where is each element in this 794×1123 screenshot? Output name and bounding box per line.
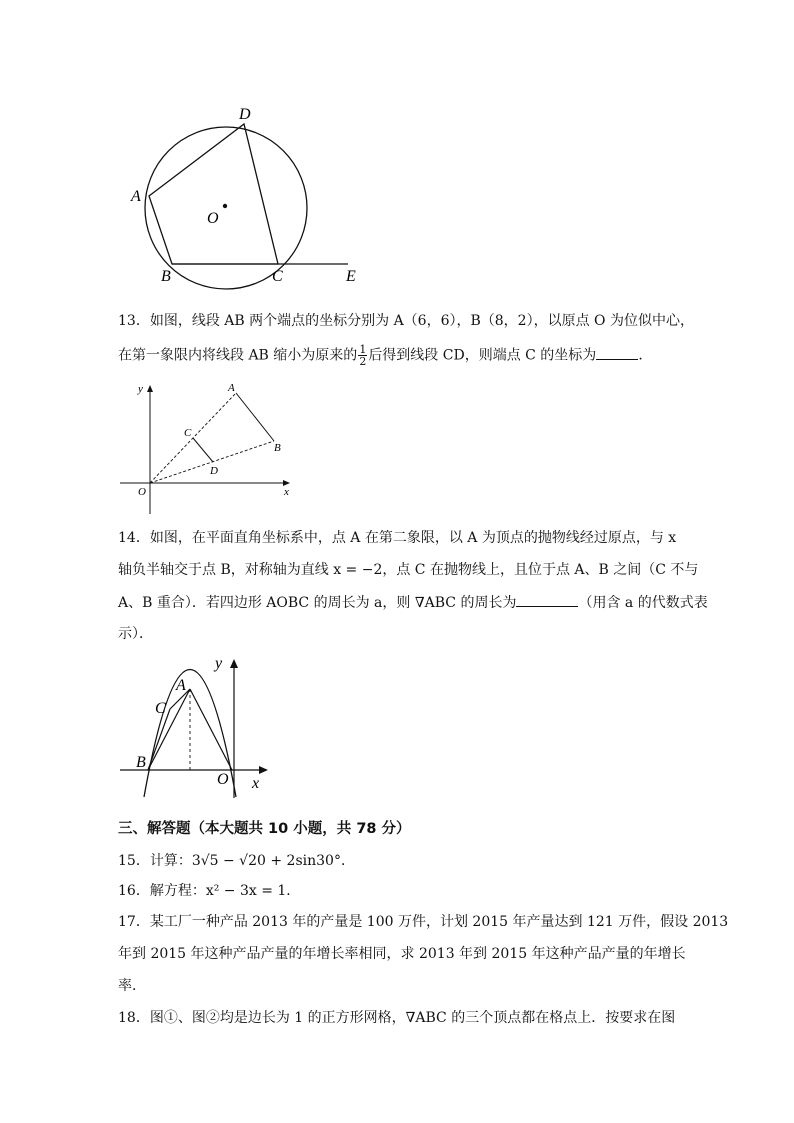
q14-line-2 — [118, 560, 698, 580]
q13-line-1 — [118, 311, 694, 331]
x-axis-arrow — [259, 766, 268, 774]
label-o: O — [138, 486, 146, 498]
label-x: x — [284, 486, 289, 498]
q13-text-2-pre: 在第一象限内将线段 AB 缩小为原来的 — [118, 347, 358, 364]
q17-line-1 — [118, 912, 728, 932]
parabola-figure — [118, 652, 278, 800]
q17-line-2 — [118, 944, 686, 964]
q17-text-3: 率． — [118, 978, 146, 994]
label-b: B — [161, 268, 171, 285]
q15-text: 15．计算：3√5 − √20 + 2sin30°． — [118, 853, 355, 869]
section-heading-text: 三、解答题（本大题共 10 小题，共 78 分） — [118, 821, 411, 837]
q17-text-2: 年到 2015 年这种产品产量的年增长率相同，求 2013 年到 2015 年这种产品产量的年增长 — [118, 946, 686, 962]
q16-line — [118, 881, 300, 901]
label-o: O — [217, 771, 229, 788]
y-axis-arrow — [147, 385, 153, 392]
q13-text-2-end: ． — [638, 347, 653, 364]
q18-text-1: 18．图①、图②均是边长为 1 的正方形网格，∇ABC 的三个顶点都在格点上．按要求在图 — [118, 1010, 676, 1026]
section-heading — [118, 819, 411, 839]
q13-text-1: 13．如图，线段 AB 两个端点的坐标分别为 A（6，6），B（8，2），以原点 O 为位似中心， — [118, 313, 694, 329]
circle-quadrilateral-figure — [120, 100, 380, 290]
q14-line-1 — [118, 528, 676, 548]
label-b: B — [136, 754, 146, 771]
label-x: x — [252, 775, 260, 792]
label-y: y — [138, 383, 143, 395]
q15-line — [118, 851, 355, 871]
q13-line-2 — [118, 344, 652, 367]
label-c: C — [155, 700, 166, 717]
label-c: C — [184, 427, 192, 439]
segment-ab — [236, 393, 274, 441]
label-a: A — [131, 188, 141, 205]
label-y: y — [215, 655, 223, 672]
q14-text-4: 示）． — [118, 626, 153, 642]
answer-blank — [516, 592, 578, 607]
label-o: O — [207, 210, 219, 227]
q18-line-1 — [118, 1008, 675, 1028]
label-c: C — [272, 268, 283, 285]
segment-ao — [190, 689, 232, 770]
q14-text-3-end: （用含 a 的代数式表 — [578, 595, 708, 611]
label-d: D — [239, 106, 251, 123]
label-a: A — [228, 382, 235, 394]
fraction-one-half — [358, 344, 367, 367]
circle-o — [145, 127, 307, 289]
label-d: D — [210, 465, 218, 477]
q14-text-2: 轴负半轴交于点 B，对称轴为直线 x = −2，点 C 在抛物线上，且位于点 A、B 之间（C 不与 — [118, 562, 699, 578]
center-point — [223, 204, 227, 208]
quadrilateral-abcd — [149, 124, 278, 264]
fraction-denominator: 2 — [359, 355, 367, 368]
homothety-figure — [118, 378, 298, 518]
label-e: E — [346, 268, 356, 285]
segment-cd — [193, 438, 213, 462]
label-a: A — [176, 677, 186, 694]
label-b: B — [274, 442, 281, 454]
q16-text: 16．解方程：x² − 3x = 1． — [118, 883, 301, 899]
q14-line-3 — [118, 592, 708, 613]
q17-text-1: 17．某工厂一种产品 2013 年的产量是 100 万件，计划 2015 年产量达到 121 万件，假设 2013 — [118, 914, 729, 930]
q14-text-3: A、B 重合）．若四边形 AOBC 的周长为 a，则 ∇ABC 的周长为 — [118, 595, 517, 611]
q13-text-2-post: 后得到线段 CD，则端点 C 的坐标为 — [368, 347, 597, 364]
segment-bc — [148, 709, 170, 770]
q17-line-3 — [118, 976, 146, 996]
q14-text-1: 14．如图，在平面直角坐标系中，点 A 在第二象限，以 A 为顶点的抛物线经过原点，与 x — [118, 530, 677, 546]
answer-blank — [596, 345, 638, 360]
q14-line-4 — [118, 624, 153, 644]
y-axis-arrow — [230, 659, 238, 668]
fraction-numerator: 1 — [359, 343, 367, 356]
